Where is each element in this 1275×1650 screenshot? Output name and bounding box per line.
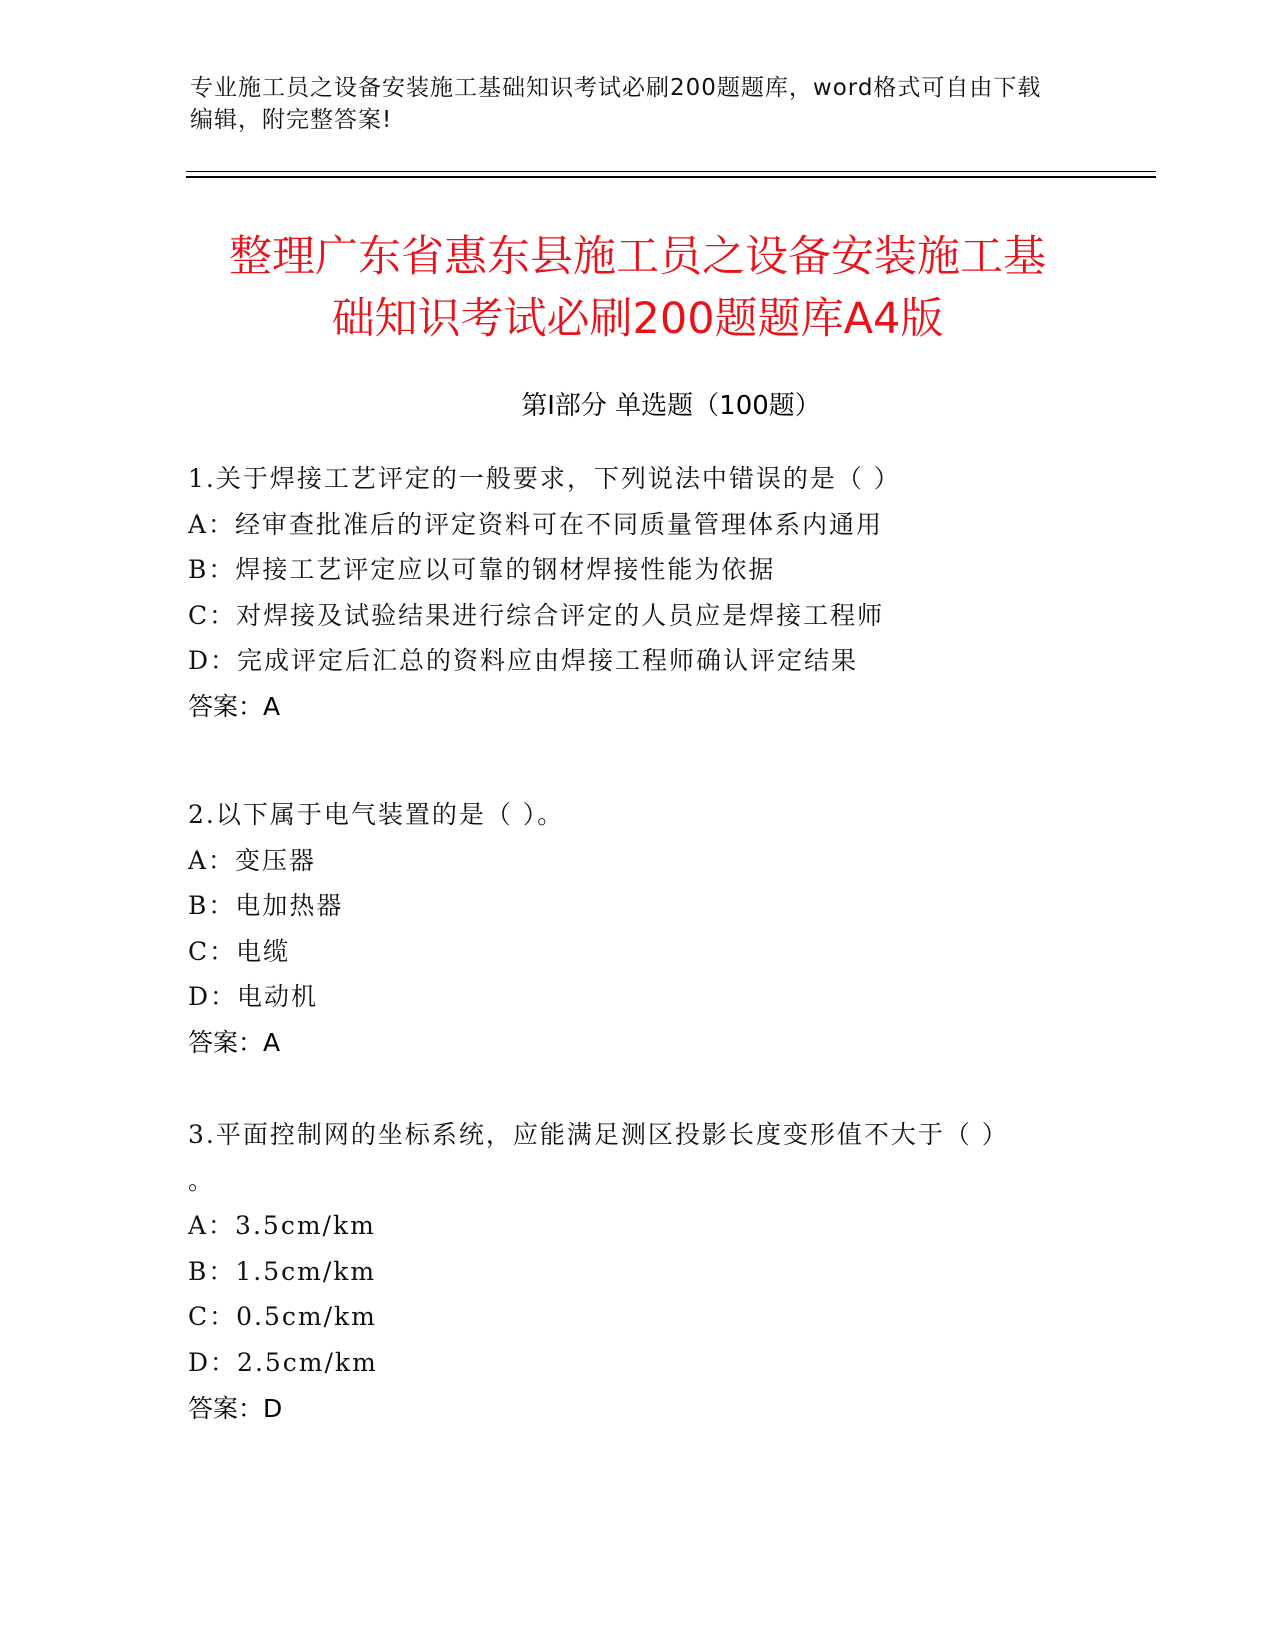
header-note-line-2: 编辑，附完整答案!	[190, 107, 393, 133]
question-2-answer: 答案：A	[188, 1027, 281, 1057]
header-divider-thin	[186, 171, 1156, 172]
question-3-stem: 3.平面控制网的坐标系统，应能满足测区投影长度变形值不大于（ ）	[188, 1120, 1009, 1149]
question-1-option-b: B：焊接工艺评定应以可靠的钢材焊接性能为依据	[188, 555, 776, 585]
question-3-answer: 答案：D	[188, 1393, 283, 1423]
question-1-option-c: C：对焊接及试验结果进行综合评定的人员应是焊接工程师	[188, 600, 885, 630]
question-3-option-d: D：2.5cm/km	[188, 1347, 378, 1377]
header-note	[190, 72, 1090, 136]
question-1-stem: 1.关于焊接工艺评定的一般要求，下列说法中错误的是（ ）	[188, 464, 901, 493]
document-title-line-2: 础知识考试必刷200题题库A4版	[331, 294, 944, 344]
document-title-line-1: 整理广东省惠东县施工员之设备安装施工基	[229, 232, 1046, 282]
question-1	[188, 456, 1088, 730]
question-2-option-b: B：电加热器	[188, 891, 344, 921]
question-2-option-d: D：电动机	[188, 982, 319, 1012]
question-2	[188, 792, 1088, 1066]
question-3	[188, 1112, 1088, 1431]
question-3-stem-continuation: 。	[188, 1165, 214, 1195]
question-1-option-a: A：经审查批准后的评定资料可在不同质量管理体系内通用	[188, 509, 884, 539]
question-3-option-b: B：1.5cm/km	[188, 1256, 377, 1286]
question-1-answer: 答案：A	[188, 691, 281, 721]
question-1-option-d: D：完成评定后汇总的资料应由焊接工程师确认评定结果	[188, 646, 859, 676]
question-3-option-a: A：3.5cm/km	[188, 1211, 376, 1241]
question-2-option-c: C：电缆	[188, 936, 291, 966]
question-2-stem: 2.以下属于电气装置的是（ ）。	[188, 800, 565, 829]
question-3-option-c: C：0.5cm/km	[188, 1302, 377, 1332]
header-divider-thick	[186, 176, 1156, 178]
document-title	[130, 226, 1145, 350]
section-title: 第Ⅰ部分 单选题（100题）	[521, 391, 821, 421]
question-2-option-a: A：变压器	[188, 845, 317, 875]
header-note-line-1: 专业施工员之设备安装施工基础知识考试必刷200题题库，word格式可自由下载	[190, 75, 1042, 101]
